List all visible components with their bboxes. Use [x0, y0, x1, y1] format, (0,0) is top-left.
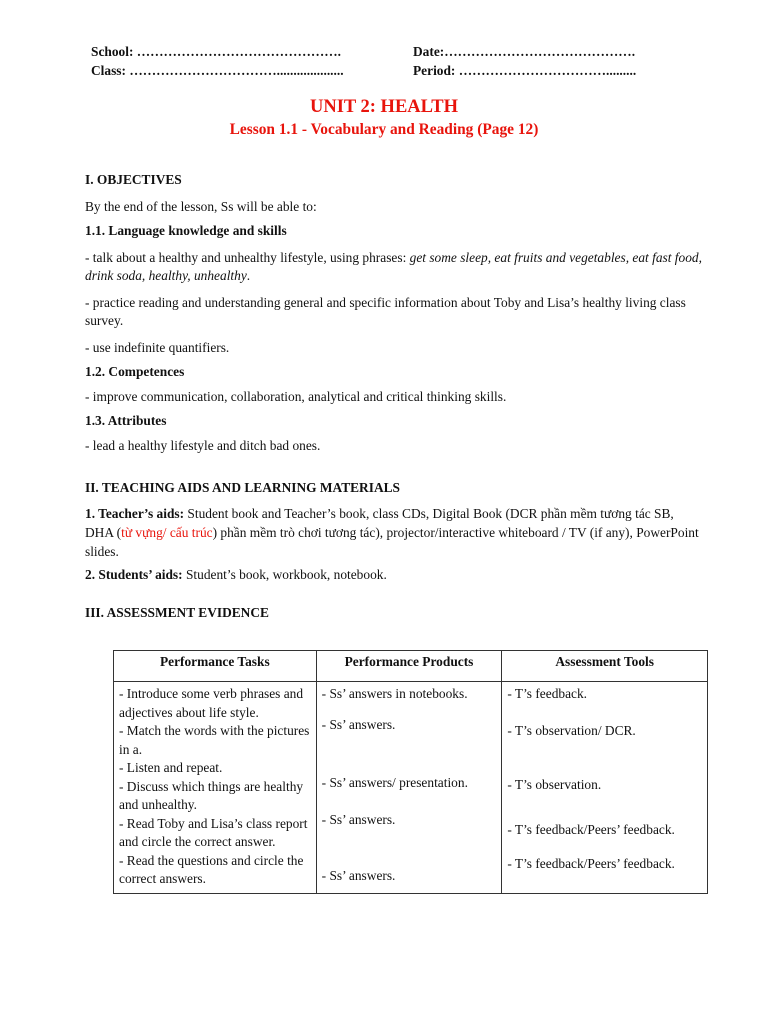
tool-item: - T’s feedback/Peers’ feedback.: [507, 821, 675, 837]
teacher-aids: [85, 504, 705, 562]
column-header-tools: Assessment Tools: [502, 651, 708, 682]
students-aids-text: Student’s book, workbook, notebook.: [182, 566, 387, 582]
teacher-aids-label: 1. Teacher’s aids:: [85, 505, 185, 521]
language-item-3: - use indefinite quantifiers.: [85, 339, 230, 355]
unit-title: UNIT 2: HEALTH: [309, 97, 459, 117]
tool-item: - T’s feedback.: [507, 686, 588, 701]
students-aids: [85, 566, 705, 585]
lesson-subtitle: Lesson 1.1 - Vocabulary and Reading (Page 12): [229, 121, 539, 138]
tools-cell: [502, 682, 708, 894]
competences-item-1: - improve communication, collaboration, analytical and critical thinking skills.: [85, 388, 507, 404]
language-item-1-phrases: get some sleep, eat fruits and vegetables, eat fast food, drink soda, healthy, unhealthy: [85, 249, 702, 283]
teacher-aids-text-1: Student book and Teacher’s book, class CDs, Digital Book (DCR phần mềm tương tác SB, DHA (: [85, 505, 674, 540]
attributes-heading: 1.3. Attributes: [85, 413, 167, 428]
task-item: - Listen and repeat.: [119, 760, 223, 775]
document-header: [91, 42, 711, 80]
assessment-table: [113, 650, 708, 894]
task-item: - Introduce some verb phrases and adjectives about life style.: [119, 686, 304, 720]
period-field: Period: …………………………….........: [413, 63, 637, 78]
product-item: - Ss’ answers.: [321, 811, 396, 827]
language-item-1-suffix: .: [246, 268, 251, 283]
aids-heading: II. TEACHING AIDS AND LEARNING MATERIALS: [85, 480, 400, 495]
product-item: - Ss’ answers/ presentation.: [321, 775, 468, 790]
task-item: - Read Toby and Lisa’s class report and circle the correct answer.: [119, 815, 308, 849]
objectives-intro: By the end of the lesson, Ss will be able to:: [85, 198, 317, 214]
product-item: - Ss’ answers in notebooks.: [321, 686, 468, 701]
language-heading: 1.1. Language knowledge and skills: [85, 223, 287, 238]
class-field: Class: ……………………………....................: [91, 63, 344, 78]
competences-heading: 1.2. Competences: [85, 364, 185, 379]
lesson-content: [85, 171, 705, 623]
products-cell: [316, 682, 502, 894]
task-item: - Read the questions and circle the correct answers.: [119, 852, 304, 886]
tool-item: - T’s observation/ DCR.: [507, 722, 636, 738]
language-item-2: - practice reading and understanding general and specific information about Toby and Lisa’s healthy living class survey.: [85, 294, 686, 328]
header-row-2: [91, 61, 711, 80]
product-item: - Ss’ answers.: [321, 868, 396, 883]
product-item: - Ss’ answers.: [321, 716, 396, 732]
objectives-heading: I. OBJECTIVES: [85, 172, 182, 187]
tool-item: - T’s observation.: [507, 777, 602, 792]
date-field: Date:…………………………………….: [413, 44, 636, 59]
teacher-aids-text-2: ) phần mềm trò chơi tương tác), projector/interactive whiteboard / TV (if any), PowerPoint slides.: [85, 524, 699, 560]
column-header-tasks: Performance Tasks: [114, 651, 317, 682]
column-header-products: Performance Products: [316, 651, 502, 682]
language-item-1-prefix: - talk about a healthy and unhealthy lifestyle, using phrases:: [85, 249, 410, 265]
header-row-1: [91, 42, 711, 61]
assessment-heading: III. ASSESSMENT EVIDENCE: [85, 605, 269, 621]
attributes-item-1: - lead a healthy lifestyle and ditch bad ones.: [85, 437, 321, 453]
students-aids-label: 2. Students’ aids:: [85, 566, 183, 582]
task-item: - Match the words with the pictures in a.: [119, 723, 310, 757]
tool-item: - T’s feedback/Peers’ feedback.: [507, 856, 675, 871]
table-row: [114, 682, 708, 894]
table-header-row: [114, 651, 708, 682]
task-item: - Discuss which things are healthy and unhealthy.: [119, 778, 304, 812]
school-field: School: ……………………………………….: [91, 44, 341, 59]
tasks-cell: [114, 682, 317, 894]
language-item-1: [85, 249, 705, 286]
teacher-aids-red-text: từ vựng/ cấu trúc: [121, 524, 213, 540]
